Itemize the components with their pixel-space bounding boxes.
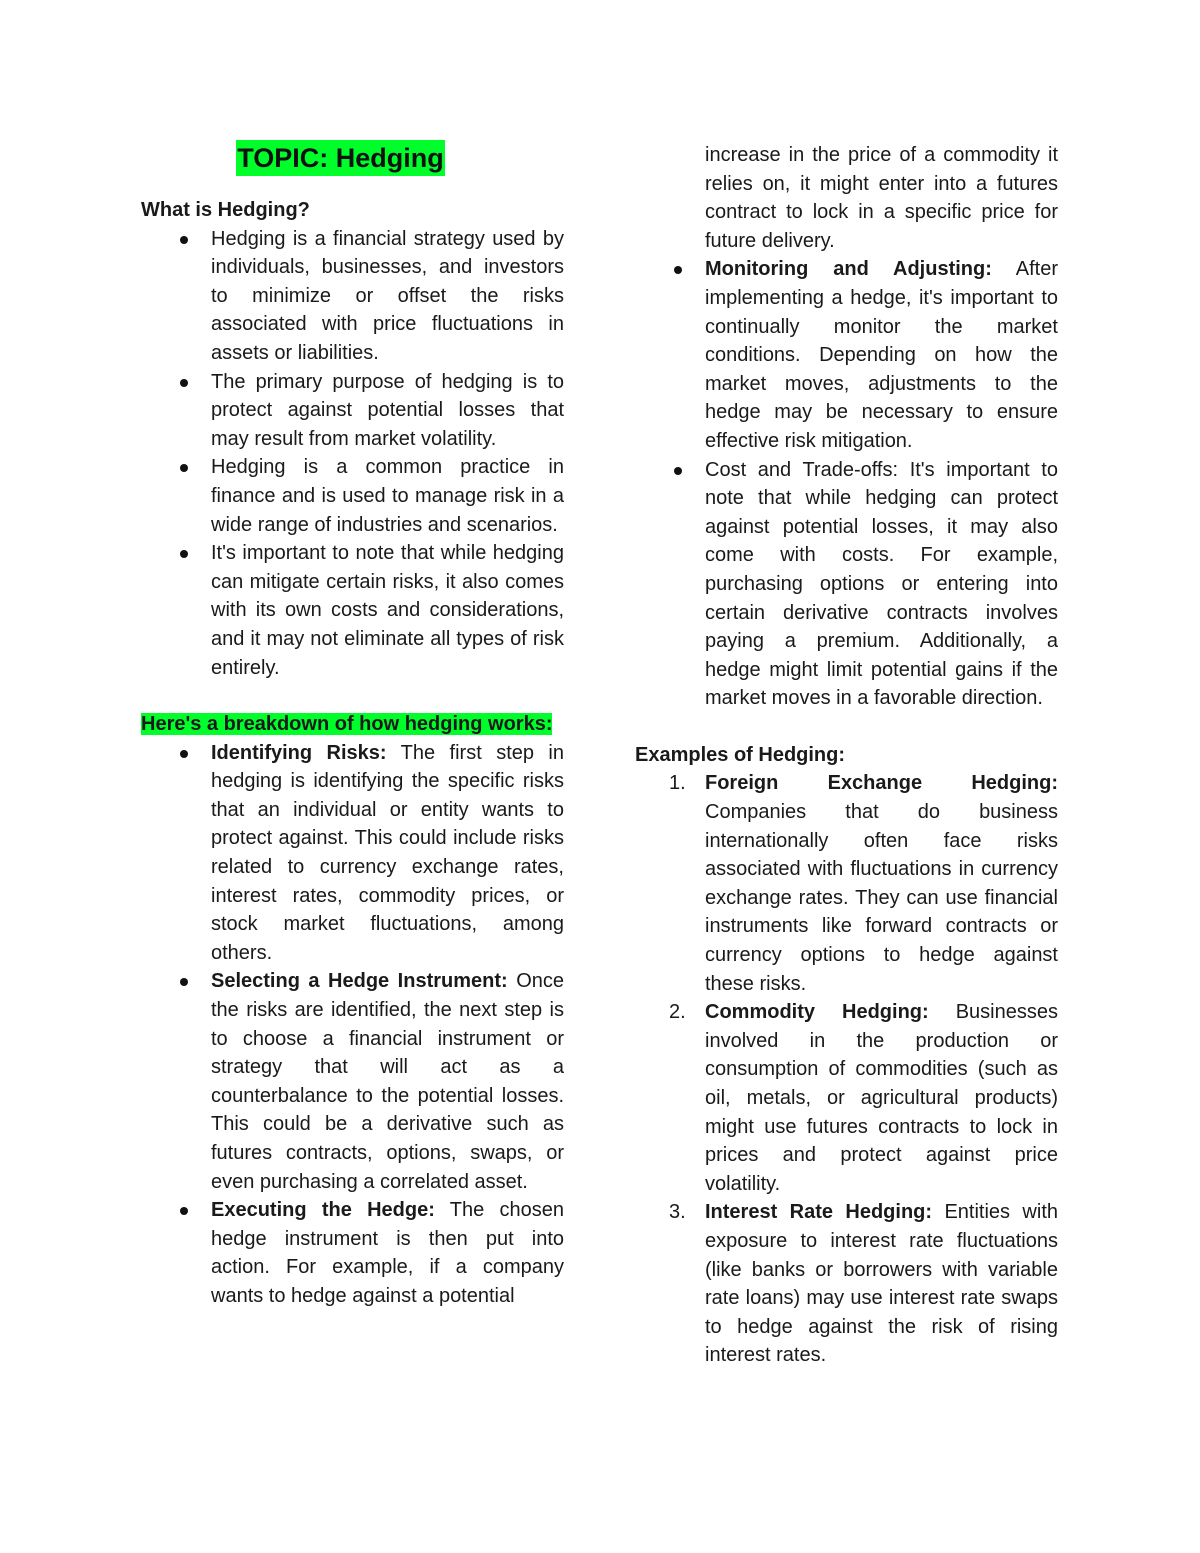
right-column bbox=[635, 141, 1058, 1370]
page-title: TOPIC: Hedging bbox=[236, 140, 445, 176]
list-item: Cost and Trade-offs: It's important to note that while hedging can protect against potential losses, it may also come with costs. For example, purchasing options or entering into certain derivative contracts involves paying a premium. Additionally, a hedge might limit potential gains if the market moves in a favorable direction. bbox=[705, 456, 1058, 713]
list-item: Identifying Risks: The first step in hedging is identifying the specific risks that an individual or entity wants to protect against. This could include risks related to currency exchange rates, interest rates, commodity prices, or stock market fluctuations, among others. bbox=[211, 739, 564, 968]
bullet-icon bbox=[674, 467, 682, 475]
list-item: 1. Foreign Exchange Hedging: Companies that do business internationally often face risks associated with fluctuations in currency exchange rates. They can use financial instruments like forward contracts or currency options to hedge against these risks. bbox=[669, 772, 1058, 995]
bullet-icon bbox=[674, 266, 682, 274]
list-item: Selecting a Hedge Instrument: Once the risks are identified, the next step is to choose a financial instrument or strategy that will act as a counterbalance to the potential losses. This could be a derivative such as futures contracts, options, swaps, or even purchasing a correlated asset. bbox=[211, 967, 564, 1196]
what-is-list bbox=[141, 225, 564, 683]
bullet-icon bbox=[180, 1207, 188, 1215]
examples-list bbox=[635, 769, 1058, 1369]
breakdown-list-continued bbox=[635, 141, 1058, 713]
left-column bbox=[141, 140, 564, 1311]
bullet-icon bbox=[180, 379, 188, 387]
bullet-icon bbox=[180, 750, 188, 758]
list-item: It's important to note that while hedging can mitigate certain risks, it also comes with its own costs and considerations, and it may not eliminate all types of risk entirely. bbox=[211, 539, 564, 682]
list-item: 2. Commodity Hedging: Businesses involved in the production or consumption of commodities (such as oil, metals, or agricultural products) might use futures contracts to lock in prices and protect against price volatility. bbox=[669, 1001, 1058, 1195]
list-item: The primary purpose of hedging is to protect against potential losses that may result from market volatility. bbox=[211, 368, 564, 454]
breakdown-list bbox=[141, 739, 564, 1311]
list-item: Executing the Hedge: The chosen hedge instrument is then put into action. For example, if a company wants to hedge against a potential bbox=[211, 1196, 564, 1310]
bullet-icon bbox=[180, 978, 188, 986]
bullet-icon bbox=[180, 550, 188, 558]
section-heading-what-is: What is Hedging? bbox=[141, 199, 310, 221]
section-heading-breakdown: Here's a breakdown of how hedging works: bbox=[141, 713, 553, 736]
list-item: 3. Interest Rate Hedging: Entities with exposure to interest rate fluctuations (like banks or borrowers with variable rate loans) may use interest rate swaps to hedge against the risk of rising interest rates. bbox=[669, 1201, 1058, 1367]
list-item: Hedging is a common practice in finance and is used to manage risk in a wide range of industries and scenarios. bbox=[211, 453, 564, 539]
list-item: Monitoring and Adjusting: After implementing a hedge, it's important to continually monitor the market conditions. Depending on how the market moves, adjustments to the hedge may be necessary to ensure effective risk mitigation. bbox=[705, 255, 1058, 455]
section-heading-examples: Examples of Hedging: bbox=[635, 743, 846, 766]
bullet-icon bbox=[180, 464, 188, 472]
list-item: Hedging is a financial strategy used by individuals, businesses, and investors to minimize or offset the risks associated with price fluctuations in assets or liabilities. bbox=[211, 225, 564, 368]
bullet-icon bbox=[180, 236, 188, 244]
list-item-continued: increase in the price of a commodity it relies on, it might enter into a futures contract to lock in a specific price for future delivery. bbox=[705, 144, 1058, 252]
